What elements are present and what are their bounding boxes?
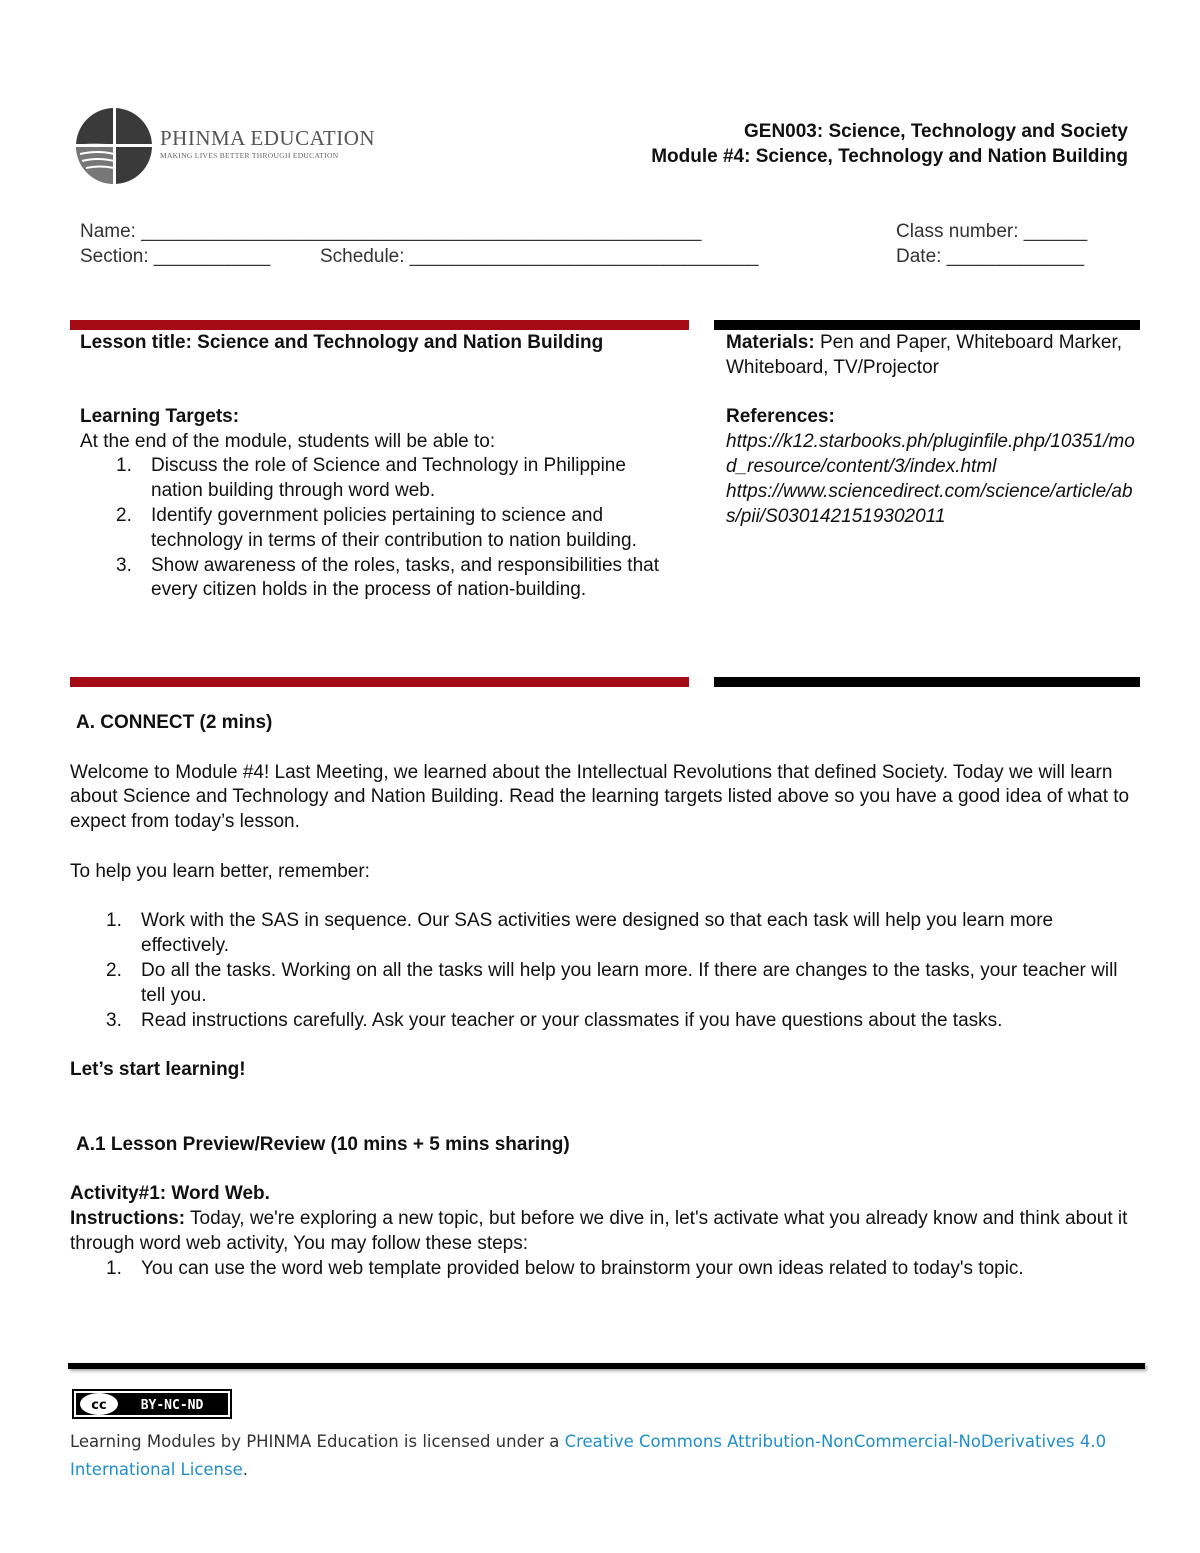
list-item: 1. Discuss the role of Science and Technology in Philippine nation building through word web.	[116, 455, 626, 502]
divider-black-bottom	[714, 677, 1140, 687]
list-item: 1. Work with the SAS in sequence. Our SAS activities were designed so that each task will help you learn more effectively.	[106, 910, 1054, 957]
connect-heading: A. CONNECT (2 mins)	[76, 712, 273, 733]
connect-section	[70, 711, 1130, 1281]
schedule-field[interactable]: Schedule: _________________________________	[320, 246, 759, 267]
list-item: 3. Show awareness of the roles, tasks, and responsibilities that every citizen holds in the process of nation-building.	[116, 554, 659, 601]
divider-red-top	[70, 320, 689, 330]
footer-divider	[68, 1363, 1145, 1369]
list-item: 1. You can use the word web template provided below to brainstorm your own ideas related to today's topic.	[106, 1257, 1024, 1279]
list-item: 2. Do all the tasks. Working on all the tasks will help you learn more. If there are changes to the tasks, your teacher will tell you.	[106, 959, 1118, 1006]
divider-black-top	[714, 320, 1140, 330]
steps-list	[70, 1257, 1130, 1282]
cc-license-badge[interactable]	[72, 1389, 232, 1419]
cc-badge-text: BY-NC-ND	[140, 1398, 204, 1413]
learning-targets-list	[80, 454, 680, 603]
learning-targets-intro: At the end of the module, students will be able to:	[80, 430, 496, 452]
lesson-title: Lesson title: Science and Technology and Nation Building	[80, 332, 604, 353]
section-field[interactable]: Section: ___________	[80, 246, 271, 267]
license-text: Learning Modules by PHINMA Education is licensed under a Creative Commons Attribution-NonCommercial-NoDerivatives 4.0 International License.	[70, 1432, 1107, 1479]
materials-box	[726, 331, 1136, 529]
date-field[interactable]: Date: _____________	[896, 246, 1085, 267]
connect-intro: Welcome to Module #4! Last Meeting, we learned about the Intellectual Revolutions that defined Society. Today we will learn about Science and Technology and Nation Building. Read the learning targets listed above so you have a good idea of what to expect from today’s lesson.	[70, 761, 1130, 833]
references-label: References:	[726, 406, 835, 428]
tips-list	[70, 909, 1130, 1033]
class-number-field[interactable]: Class number: ______	[896, 221, 1088, 242]
divider-red-bottom	[70, 677, 689, 687]
materials: Materials: Pen and Paper, Whiteboard Marker, Whiteboard, TV/Projector	[726, 332, 1123, 378]
activity-title: Activity#1: Word Web.	[70, 1183, 270, 1205]
module-title: Module #4: Science, Technology and Nation Building	[651, 146, 1128, 167]
preview-heading: A.1 Lesson Preview/Review (10 mins + 5 mins sharing)	[76, 1133, 570, 1155]
lesson-box	[80, 331, 680, 603]
course-title: GEN003: Science, Technology and Society	[744, 121, 1128, 142]
learning-targets-label: Learning Targets:	[80, 405, 240, 427]
remember-text: To help you learn better, remember:	[70, 860, 370, 882]
list-item: 2. Identify government policies pertaining to science and technology in terms of their contribution to nation building.	[116, 504, 637, 551]
name-field[interactable]: Name: _____________________________________________________	[80, 221, 702, 242]
instructions: Instructions: Today, we're exploring a new topic, but before we dive in, let's activate what you already know and think about it through word web activity, You may follow these steps:	[70, 1207, 1128, 1254]
logo-tagline: MAKING LIVES BETTER THROUGH EDUCATION	[160, 151, 339, 160]
license-link[interactable]: Creative Commons Attribution-NonCommercial-NoDerivatives 4.0 International License	[70, 1432, 1107, 1479]
reference-link[interactable]: https://k12.starbooks.ph/pluginfile.php/10351/mod_resource/content/3/index.html	[726, 431, 1135, 477]
start-learning: Let’s start learning!	[70, 1059, 246, 1081]
cc-badge-symbol: cc	[91, 1398, 107, 1413]
logo-name: PHINMA EDUCATION	[160, 126, 376, 150]
reference-link[interactable]: https://www.sciencedirect.com/science/article/abs/pii/S0301421519302011	[726, 480, 1133, 527]
list-item: 3. Read instructions carefully. Ask your teacher or your classmates if you have questions about the tasks.	[106, 1009, 1003, 1031]
